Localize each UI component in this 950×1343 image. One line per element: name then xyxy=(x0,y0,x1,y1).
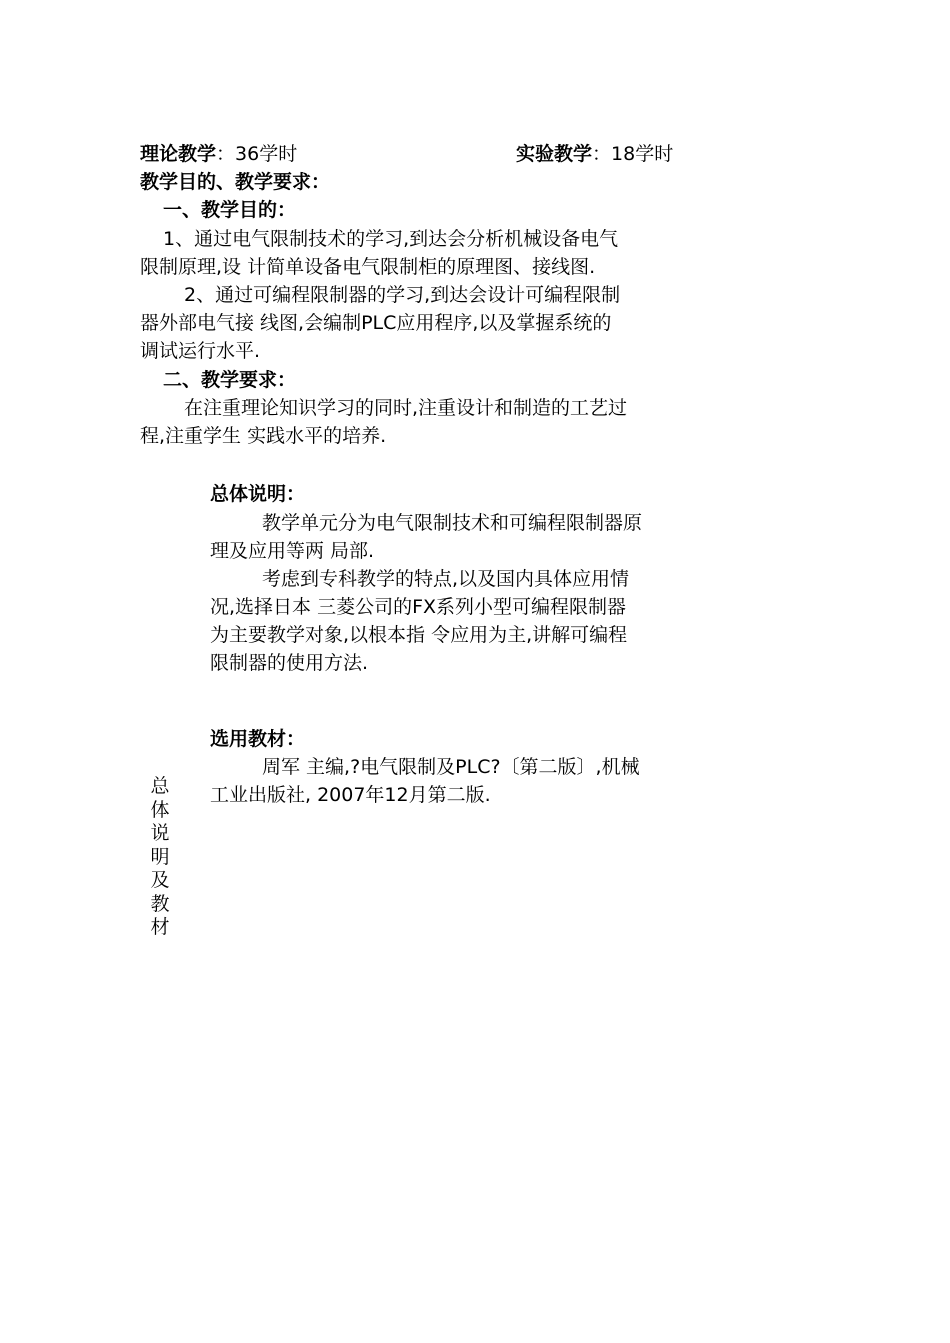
theory-label: 理论教学 xyxy=(140,143,217,165)
side-label: 总体说明及教材 xyxy=(150,775,170,938)
lab-label: 实验教学 xyxy=(516,143,593,165)
requirement-line2: 程,注重学生 实践水平的培养. xyxy=(140,425,387,447)
purpose-1-line2: 限制原理,设 计简单设备电气限制柜的原理图、接线图. xyxy=(140,256,596,278)
purpose-2-line1: 2、通过可编程限制器的学习,到达会设计可编程限制 xyxy=(184,284,621,306)
lab-value: ：18学时 xyxy=(592,143,674,165)
textbook-heading: 选用教材： xyxy=(210,728,306,750)
overview-para2-line3: 为主要教学对象,以根本指 令应用为主,讲解可编程 xyxy=(210,624,628,646)
overview-para2-line1: 考虑到专科教学的特点,以及国内具体应用情 xyxy=(262,568,630,590)
requirement-line1: 在注重理论知识学习的同时,注重设计和制造的工艺过 xyxy=(184,397,628,419)
overview-para2-line4: 限制器的使用方法. xyxy=(210,652,369,674)
overview-para2-line2: 况,选择日本 三菱公司的FX系列小型可编程限制器 xyxy=(210,596,627,618)
lab-hours xyxy=(516,142,673,166)
purpose-1-line1: 1、通过电气限制技术的学习,到达会分析机械设备电气 xyxy=(163,228,619,250)
overview-para1-line2: 理及应用等两 局部. xyxy=(210,540,375,562)
requirement-heading: 二、教学要求： xyxy=(163,369,297,391)
purpose-heading: 一、教学目的： xyxy=(163,199,297,221)
objectives-heading: 教学目的、教学要求： xyxy=(140,171,331,193)
theory-value: ：36学时 xyxy=(216,143,298,165)
purpose-2-line3: 调试运行水平. xyxy=(140,340,261,362)
textbook-line2: 工业出版社, 2007年12月第二版. xyxy=(210,784,491,806)
theory-hours xyxy=(140,142,297,166)
purpose-2-line2: 器外部电气接 线图,会编制PLC应用程序,以及掌握系统的 xyxy=(140,312,612,334)
textbook-line1: 周军 主编,?电气限制及PLC?〔第二版〕,机械 xyxy=(262,756,640,778)
overview-heading: 总体说明： xyxy=(210,483,306,505)
overview-para1-line1: 教学单元分为电气限制技术和可编程限制器原 xyxy=(262,512,643,534)
